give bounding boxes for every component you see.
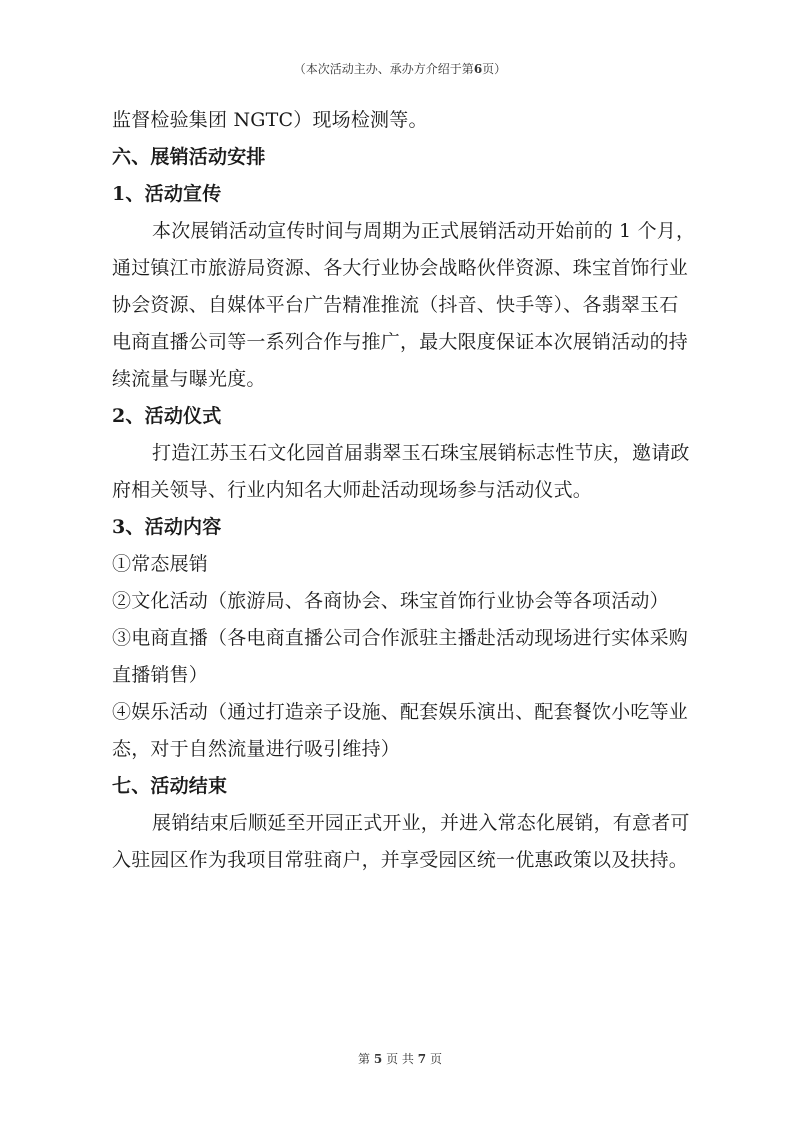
footer-gong: 共	[401, 1052, 414, 1066]
paragraph-line: 本次展销活动宣传时间与周期为正式展销活动开始前的 1 个月，	[152, 220, 696, 242]
list-item: ④娱乐活动（通过打造亲子设施、配套娱乐演出、配套餐饮小吃等业	[112, 701, 689, 723]
paragraph-line: 入驻园区作为我项目常驻商户，并享受园区统一优惠政策以及扶持。	[112, 849, 689, 871]
header-prefix: （本次活动主办、承办方介绍于第	[293, 62, 474, 76]
list-item: ②文化活动（旅游局、各商协会、珠宝首饰行业协会等各项活动）	[112, 590, 669, 612]
list-item-continuation: 直播销售）	[112, 664, 209, 686]
paragraph-line: 展销结束后顺延至开园正式开业，并进入常态化展销，有意者可	[152, 812, 690, 834]
subheading-ceremony: 2、活动仪式	[112, 405, 222, 427]
list-item: ①常态展销	[112, 553, 209, 575]
footer-ye: 页	[386, 1052, 399, 1066]
section-heading-six: 六、展销活动安排	[112, 146, 266, 168]
header-note	[0, 60, 800, 77]
paragraph-line: 协会资源、自媒体平台广告精准推流（抖音、快手等）、各翡翠玉石	[112, 294, 679, 316]
paragraph-line: 续流量与曝光度。	[112, 368, 266, 390]
paragraph-line: 打造江苏玉石文化园首届翡翠玉石珠宝展销标志性节庆，邀请政	[152, 442, 690, 464]
footer-ye2: 页	[429, 1052, 442, 1066]
paragraph-line: 电商直播公司等一系列合作与推广，最大限度保证本次展销活动的持	[112, 331, 689, 353]
subheading-content: 3、活动内容	[112, 516, 222, 538]
paragraph-line: 府相关领导、行业内知名大师赴活动现场参与活动仪式。	[112, 479, 593, 501]
paragraph-line: 通过镇江市旅游局资源、各大行业协会战略伙伴资源、珠宝首饰行业	[112, 257, 689, 279]
total-page-number: 7	[417, 1052, 427, 1066]
paragraph-line: 监督检验集团 NGTC）现场检测等。	[112, 109, 428, 131]
header-page-ref: 6	[473, 62, 483, 76]
footer-di: 第	[358, 1052, 371, 1066]
header-suffix: 页）	[482, 62, 507, 76]
document-body	[112, 102, 696, 879]
page-footer	[0, 1050, 800, 1067]
section-heading-seven: 七、活动结束	[112, 775, 228, 797]
current-page-number: 5	[373, 1052, 383, 1066]
list-item-continuation: 态，对于自然流量进行吸引维持）	[112, 738, 401, 760]
subheading-promotion: 1、活动宣传	[112, 183, 222, 205]
list-item: ③电商直播（各电商直播公司合作派驻主播赴活动现场进行实体采购	[112, 627, 689, 649]
